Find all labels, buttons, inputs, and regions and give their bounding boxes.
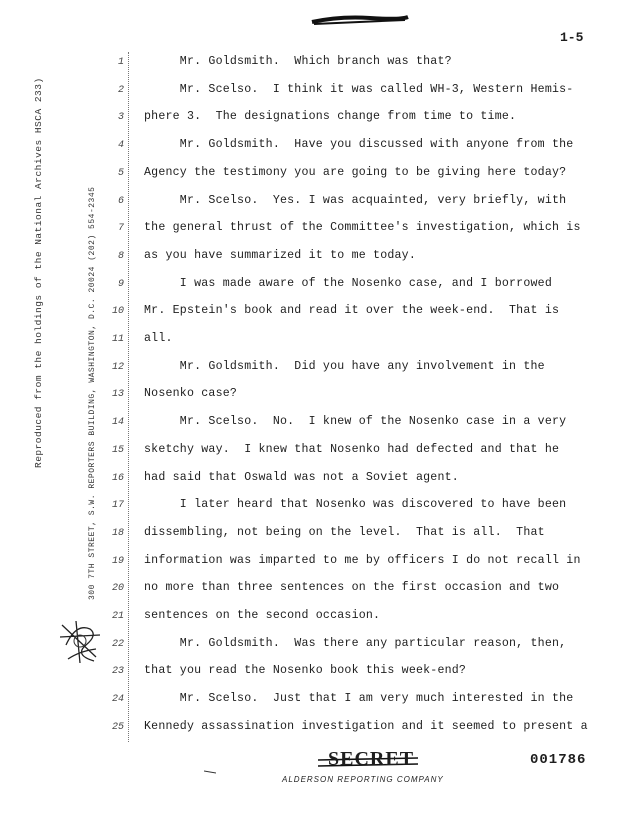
transcript-line: Mr. Epstein's book and read it over the week-end. That is: [144, 304, 560, 318]
transcript-line: Mr. Scelso. No. I knew of the Nosenko case in a very: [144, 415, 567, 429]
transcript-line: phere 3. The designations change from time to time.: [144, 110, 517, 124]
line-number: 17: [111, 500, 124, 512]
line-number: 7: [117, 223, 124, 235]
transcript-line: as you have summarized it to me today.: [144, 248, 416, 262]
line-number: 9: [117, 278, 124, 290]
transcript-line: Mr. Scelso. I think it was called WH-3, Western Hemis-: [144, 82, 574, 96]
line-number: 4: [117, 140, 124, 152]
line-number: 25: [111, 721, 124, 733]
transcript-line: the general thrust of the Committee's investigation, which is: [144, 221, 581, 235]
transcript-line: Mr. Scelso. Just that I am very much interested in the: [144, 692, 574, 706]
reporting-company: ALDERSON REPORTING COMPANY: [282, 775, 444, 784]
line-number: 24: [111, 694, 124, 706]
stray-mark: [204, 770, 216, 774]
line-number: 19: [111, 555, 124, 567]
line-number: 23: [111, 666, 124, 678]
transcript-line: Kennedy assassination investigation and it seemed to present a: [144, 719, 588, 733]
line-number: 8: [117, 250, 124, 262]
reporter-address-margin: 300 7TH STREET, S.W. REPORTERS BUILDING, WASHINGTON, D.C. 20024 (202) 554-2345: [88, 186, 97, 600]
transcript-line: that you read the Nosenko book this week-end?: [144, 664, 467, 678]
line-number: 14: [111, 417, 124, 429]
transcript-line: Mr. Goldsmith. Did you have any involvement in the: [144, 359, 545, 373]
line-number: 1: [117, 57, 124, 68]
transcript-line: had said that Oswald was not a Soviet agent.: [144, 470, 459, 484]
transcript-line: Mr. Scelso. Yes. I was acquainted, very briefly, with: [144, 193, 567, 207]
line-number: 10: [111, 306, 124, 318]
line-number: 2: [117, 84, 124, 96]
document-number: 001786: [530, 752, 587, 768]
secret-stamp: SECRET: [328, 748, 415, 770]
line-number: 6: [117, 195, 124, 207]
transcript-line: information was imparted to me by officers I do not recall in: [144, 553, 581, 567]
transcript-line: Mr. Goldsmith. Which branch was that?: [144, 55, 452, 68]
transcript-line: I later heard that Nosenko was discovered to have been: [144, 498, 567, 512]
handwritten-initials-stamp: [56, 615, 104, 667]
transcript-line: no more than three sentences on the first occasion and two: [144, 581, 560, 595]
redaction-mark: [310, 14, 410, 26]
line-number: 11: [111, 334, 124, 345]
line-number: 18: [111, 527, 124, 539]
line-number: 5: [117, 167, 124, 179]
transcript-line: Nosenko case?: [144, 387, 238, 401]
line-number: 21: [111, 611, 124, 622]
transcript-line: sketchy way. I knew that Nosenko had defected and that he: [144, 442, 560, 456]
line-number: 15: [111, 444, 124, 456]
line-number: 3: [117, 112, 124, 124]
page-number: 1-5: [560, 30, 584, 45]
transcript-line: Agency the testimony you are going to be giving here today?: [144, 165, 567, 179]
transcript-line: dissembling, not being on the level. That is all. That: [144, 525, 545, 539]
transcript-line: all.: [144, 332, 173, 345]
transcript-line: sentences on the second occasion.: [144, 609, 381, 622]
transcript-line: I was made aware of the Nosenko case, and I borrowed: [144, 276, 552, 290]
archive-margin-note: Reproduced from the holdings of the National Archives HSCA 233): [33, 77, 44, 468]
line-number: 22: [111, 638, 124, 650]
line-number: 12: [111, 361, 124, 373]
margin-rule: [128, 52, 129, 742]
transcript-line: Mr. Goldsmith. Was there any particular reason, then,: [144, 636, 567, 650]
line-number: 20: [111, 583, 124, 595]
line-number: 13: [111, 389, 124, 401]
line-number: 16: [111, 472, 124, 484]
transcript-line: Mr. Goldsmith. Have you discussed with anyone from the: [144, 138, 574, 152]
